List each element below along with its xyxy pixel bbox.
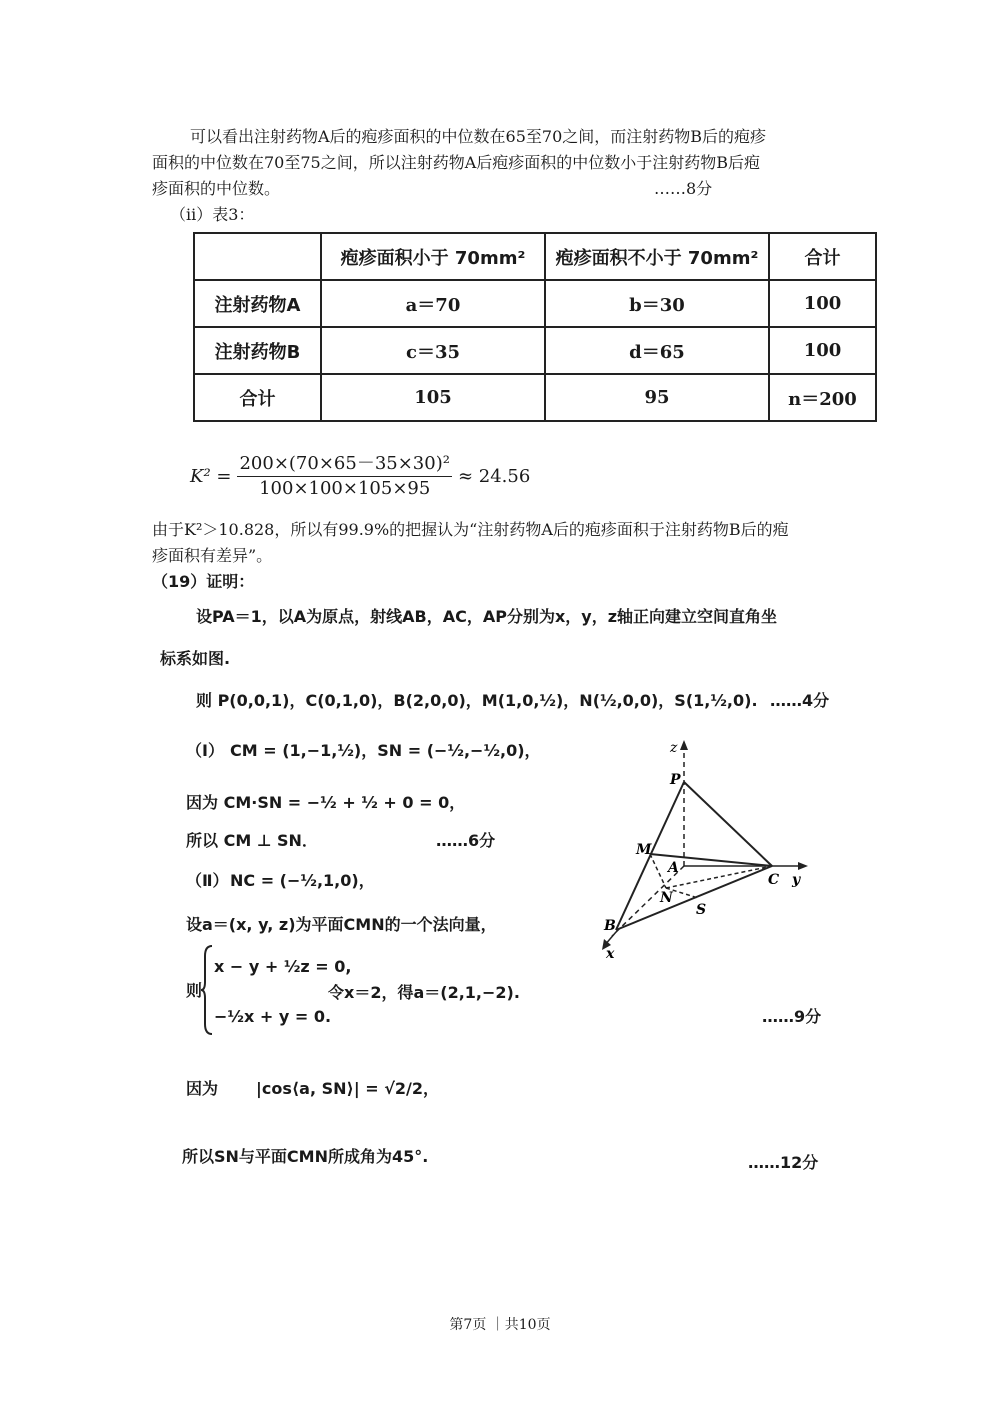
tetrahedron-figure xyxy=(590,736,820,966)
table-cell: 100 xyxy=(769,327,876,374)
edge-bc xyxy=(616,866,772,930)
row-label: 注射药物B xyxy=(194,327,321,374)
label-s: S xyxy=(696,902,707,918)
label-p: P xyxy=(670,772,681,788)
score-6: ……6分 xyxy=(436,831,496,850)
equation-1: x − y + ½z = 0, xyxy=(214,957,352,976)
k2-conclusion-line-2: 疹面积有差异”。 xyxy=(152,546,273,565)
table-row xyxy=(194,374,876,421)
left-brace-icon xyxy=(200,944,214,1036)
conclusion-line-3: 疹面积的中位数。 xyxy=(152,179,281,198)
table-cell: n＝200 xyxy=(769,374,876,421)
table-header-cell: 疱疹面积不小于 70mm² xyxy=(545,233,769,280)
table-cell: b＝30 xyxy=(545,280,769,327)
k2-numerator: 200×(70×65－35×30)² xyxy=(237,452,451,477)
edge-pc xyxy=(684,782,772,866)
y-axis-arrow-icon xyxy=(798,862,808,870)
k2-result: ≈ 24.56 xyxy=(457,466,531,487)
contingency-table xyxy=(193,232,877,422)
part2-label: （Ⅱ） xyxy=(186,871,229,890)
system-prefix: 则 xyxy=(186,981,203,1000)
label-c: C xyxy=(768,872,780,888)
part1-label: （Ⅰ） xyxy=(186,741,224,760)
label-n: N xyxy=(660,890,673,906)
k2-lhs: K² = xyxy=(190,466,232,487)
coords-line: 则 P(0,0,1)，C(0,1,0)，B(2,0,0)，M(1,0,½)，N(½,0,0)，S(1,½,0). xyxy=(196,691,758,710)
table-cell xyxy=(194,233,321,280)
table-header-cell: 疱疹面积小于 70mm² xyxy=(321,233,545,280)
system-result: 令x＝2，得a＝(2,1,−2). xyxy=(328,983,520,1002)
perpendicular-line: 所以 CM ⊥ SN． xyxy=(186,831,318,850)
cos-prefix: 因为 xyxy=(186,1079,219,1098)
cm-sn-vectors: CM = (1,−1,½)，SN = (−½,−½,0)， xyxy=(230,741,541,760)
table-cell: 100 xyxy=(769,280,876,327)
table-cell: a＝70 xyxy=(321,280,545,327)
normal-vector-line: 设a＝(x, y, z)为平面CMN的一个法向量， xyxy=(186,915,497,934)
k2-denominator: 100×100×105×95 xyxy=(259,478,431,499)
table-row xyxy=(194,280,876,327)
label-b: B xyxy=(604,918,616,934)
dot-product-line: 因为 CM·SN = −½ + ½ + 0 = 0， xyxy=(186,793,466,812)
edge-nc xyxy=(666,866,772,888)
label-a: A xyxy=(668,860,679,876)
k2-formula xyxy=(190,452,530,501)
page-footer: 第7页 ｜共10页 xyxy=(449,1317,551,1333)
nc-vector: NC = (−½,1,0)， xyxy=(230,871,375,890)
edge-mn xyxy=(650,854,666,888)
label-y: y xyxy=(792,872,801,888)
label-x: x xyxy=(606,946,615,962)
q19-setup-line-1: 设PA＝1，以A为原点，射线AB，AC，AP分别为x，y，z轴正向建立空间直角坐 xyxy=(196,607,778,626)
table-row xyxy=(194,327,876,374)
table-header-row xyxy=(194,233,876,280)
table-caption: （ii）表3： xyxy=(170,205,255,224)
label-m: M xyxy=(636,842,652,858)
table-cell: d＝65 xyxy=(545,327,769,374)
conclusion-line-1: 可以看出注射药物A后的疱疹面积的中位数在65至70之间，而注射药物B后的疱疹 xyxy=(190,127,767,146)
row-label: 注射药物A xyxy=(194,280,321,327)
score-12: ……12分 xyxy=(748,1153,819,1172)
table-cell: 95 xyxy=(545,374,769,421)
k2-fraction xyxy=(237,452,451,501)
score-4: ……4分 xyxy=(770,691,830,710)
score-9: ……9分 xyxy=(762,1007,822,1026)
score-8: ……8分 xyxy=(654,179,713,198)
x-axis-hidden xyxy=(612,866,684,936)
q19-heading: （19）证明： xyxy=(152,572,255,591)
row-label: 合计 xyxy=(194,374,321,421)
table-cell: c＝35 xyxy=(321,327,545,374)
cos-expression: |cos⟨a, SN⟩| = √2/2， xyxy=(256,1079,440,1098)
k2-conclusion-line-1: 由于K²＞10.828，所以有99.9%的把握认为“注射药物A后的疱疹面积于注射药物B后的疱 xyxy=(152,520,789,539)
final-line: 所以SN与平面CMN所成角为45°. xyxy=(182,1147,429,1166)
q19-setup-line-2: 标系如图. xyxy=(160,649,231,668)
table-cell: 105 xyxy=(321,374,545,421)
equation-2: −½x + y = 0. xyxy=(214,1007,332,1026)
z-axis-arrow-icon xyxy=(680,740,688,750)
label-z: z xyxy=(670,740,678,756)
conclusion-line-2: 面积的中位数在70至75之间，所以注射药物A后疱疹面积的中位数小于注射药物B后疱 xyxy=(152,153,761,172)
table-header-cell: 合计 xyxy=(769,233,876,280)
